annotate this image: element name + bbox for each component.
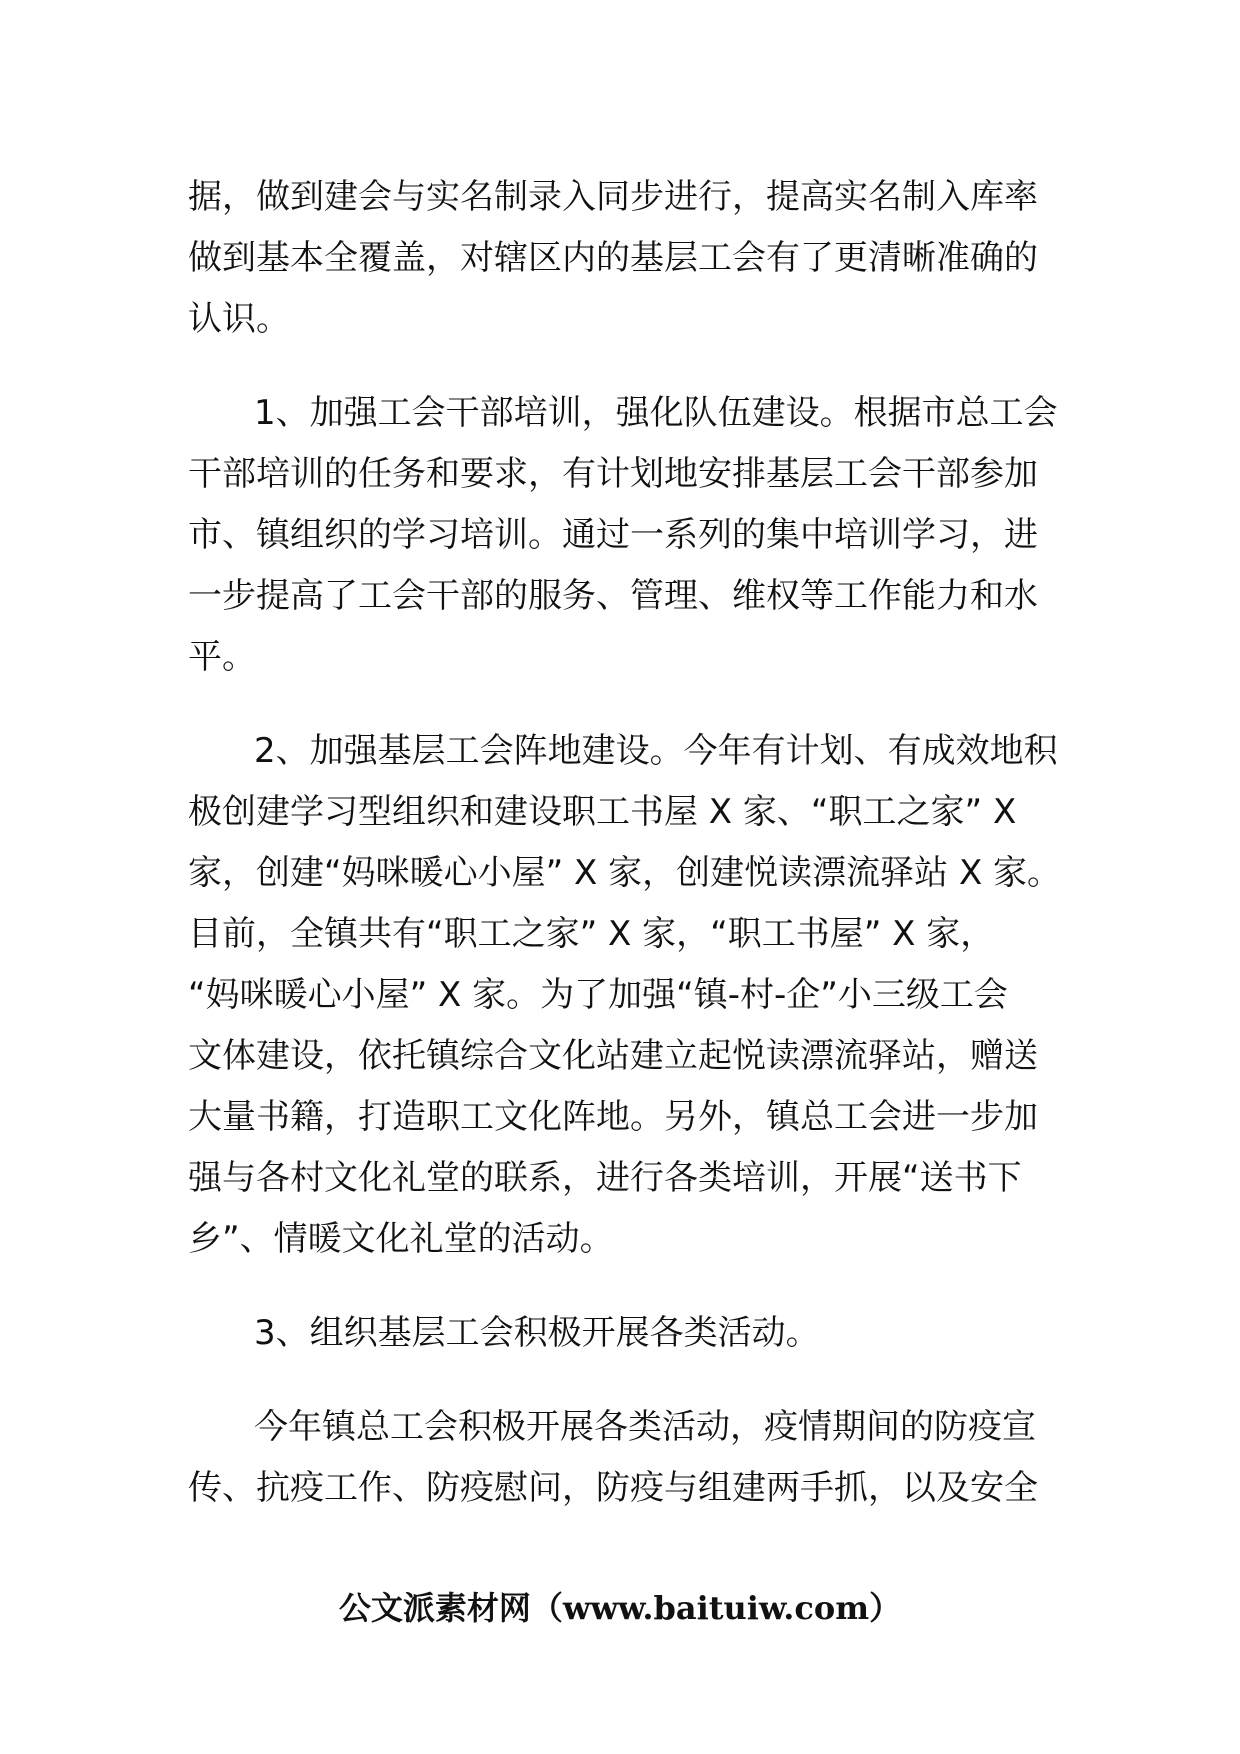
text-line: 传、抗疫工作、防疫慰问，防疫与组建两手抓，以及安全 [188,1468,1038,1508]
text-line: 平。 [188,637,256,677]
text-line: 1、加强工会干部培训，强化队伍建设。根据市总工会 [254,393,1058,433]
text-line: 认识。 [188,299,290,339]
text-line: 强与各村文化礼堂的联系，进行各类培训，开展“送书下 [188,1158,1022,1198]
text-line: 极创建学习型组织和建设职工书屋 X 家、“职工之家” X [188,792,1017,832]
text-line: “妈咪暖心小屋” X 家。为了加强“镇-村-企”小三级工会 [188,975,1008,1015]
text-line: 2、加强基层工会阵地建设。今年有计划、有成效地积 [254,731,1058,771]
text-line: 据，做到建会与实名制录入同步进行，提高实名制入库率 [188,177,1038,217]
text-line: 干部培训的任务和要求，有计划地安排基层工会干部参加 [188,454,1038,494]
footer-source: 公文派素材网（www.baituiw.com） [338,1589,902,1627]
text-line: 3、组织基层工会积极开展各类活动。 [254,1313,820,1353]
text-line: 今年镇总工会积极开展各类活动，疫情期间的防疫宣 [254,1407,1036,1447]
text-line: 大量书籍，打造职工文化阵地。另外，镇总工会进一步加 [188,1097,1038,1137]
text-line: 目前，全镇共有“职工之家” X 家，“职工书屋” X 家， [188,914,995,954]
text-line: 乡”、情暖文化礼堂的活动。 [188,1219,614,1259]
text-line: 文体建设，依托镇综合文化站建立起悦读漂流驿站，赠送 [188,1036,1038,1076]
text-line: 市、镇组织的学习培训。通过一系列的集中培训学习，进 [188,515,1038,555]
text-line: 家，创建“妈咪暖心小屋” X 家，创建悦读漂流驿站 X 家。 [188,853,1062,893]
text-line: 做到基本全覆盖，对辖区内的基层工会有了更清晰准确的 [188,238,1038,278]
text-line: 一步提高了工会干部的服务、管理、维权等工作能力和水 [188,576,1038,616]
